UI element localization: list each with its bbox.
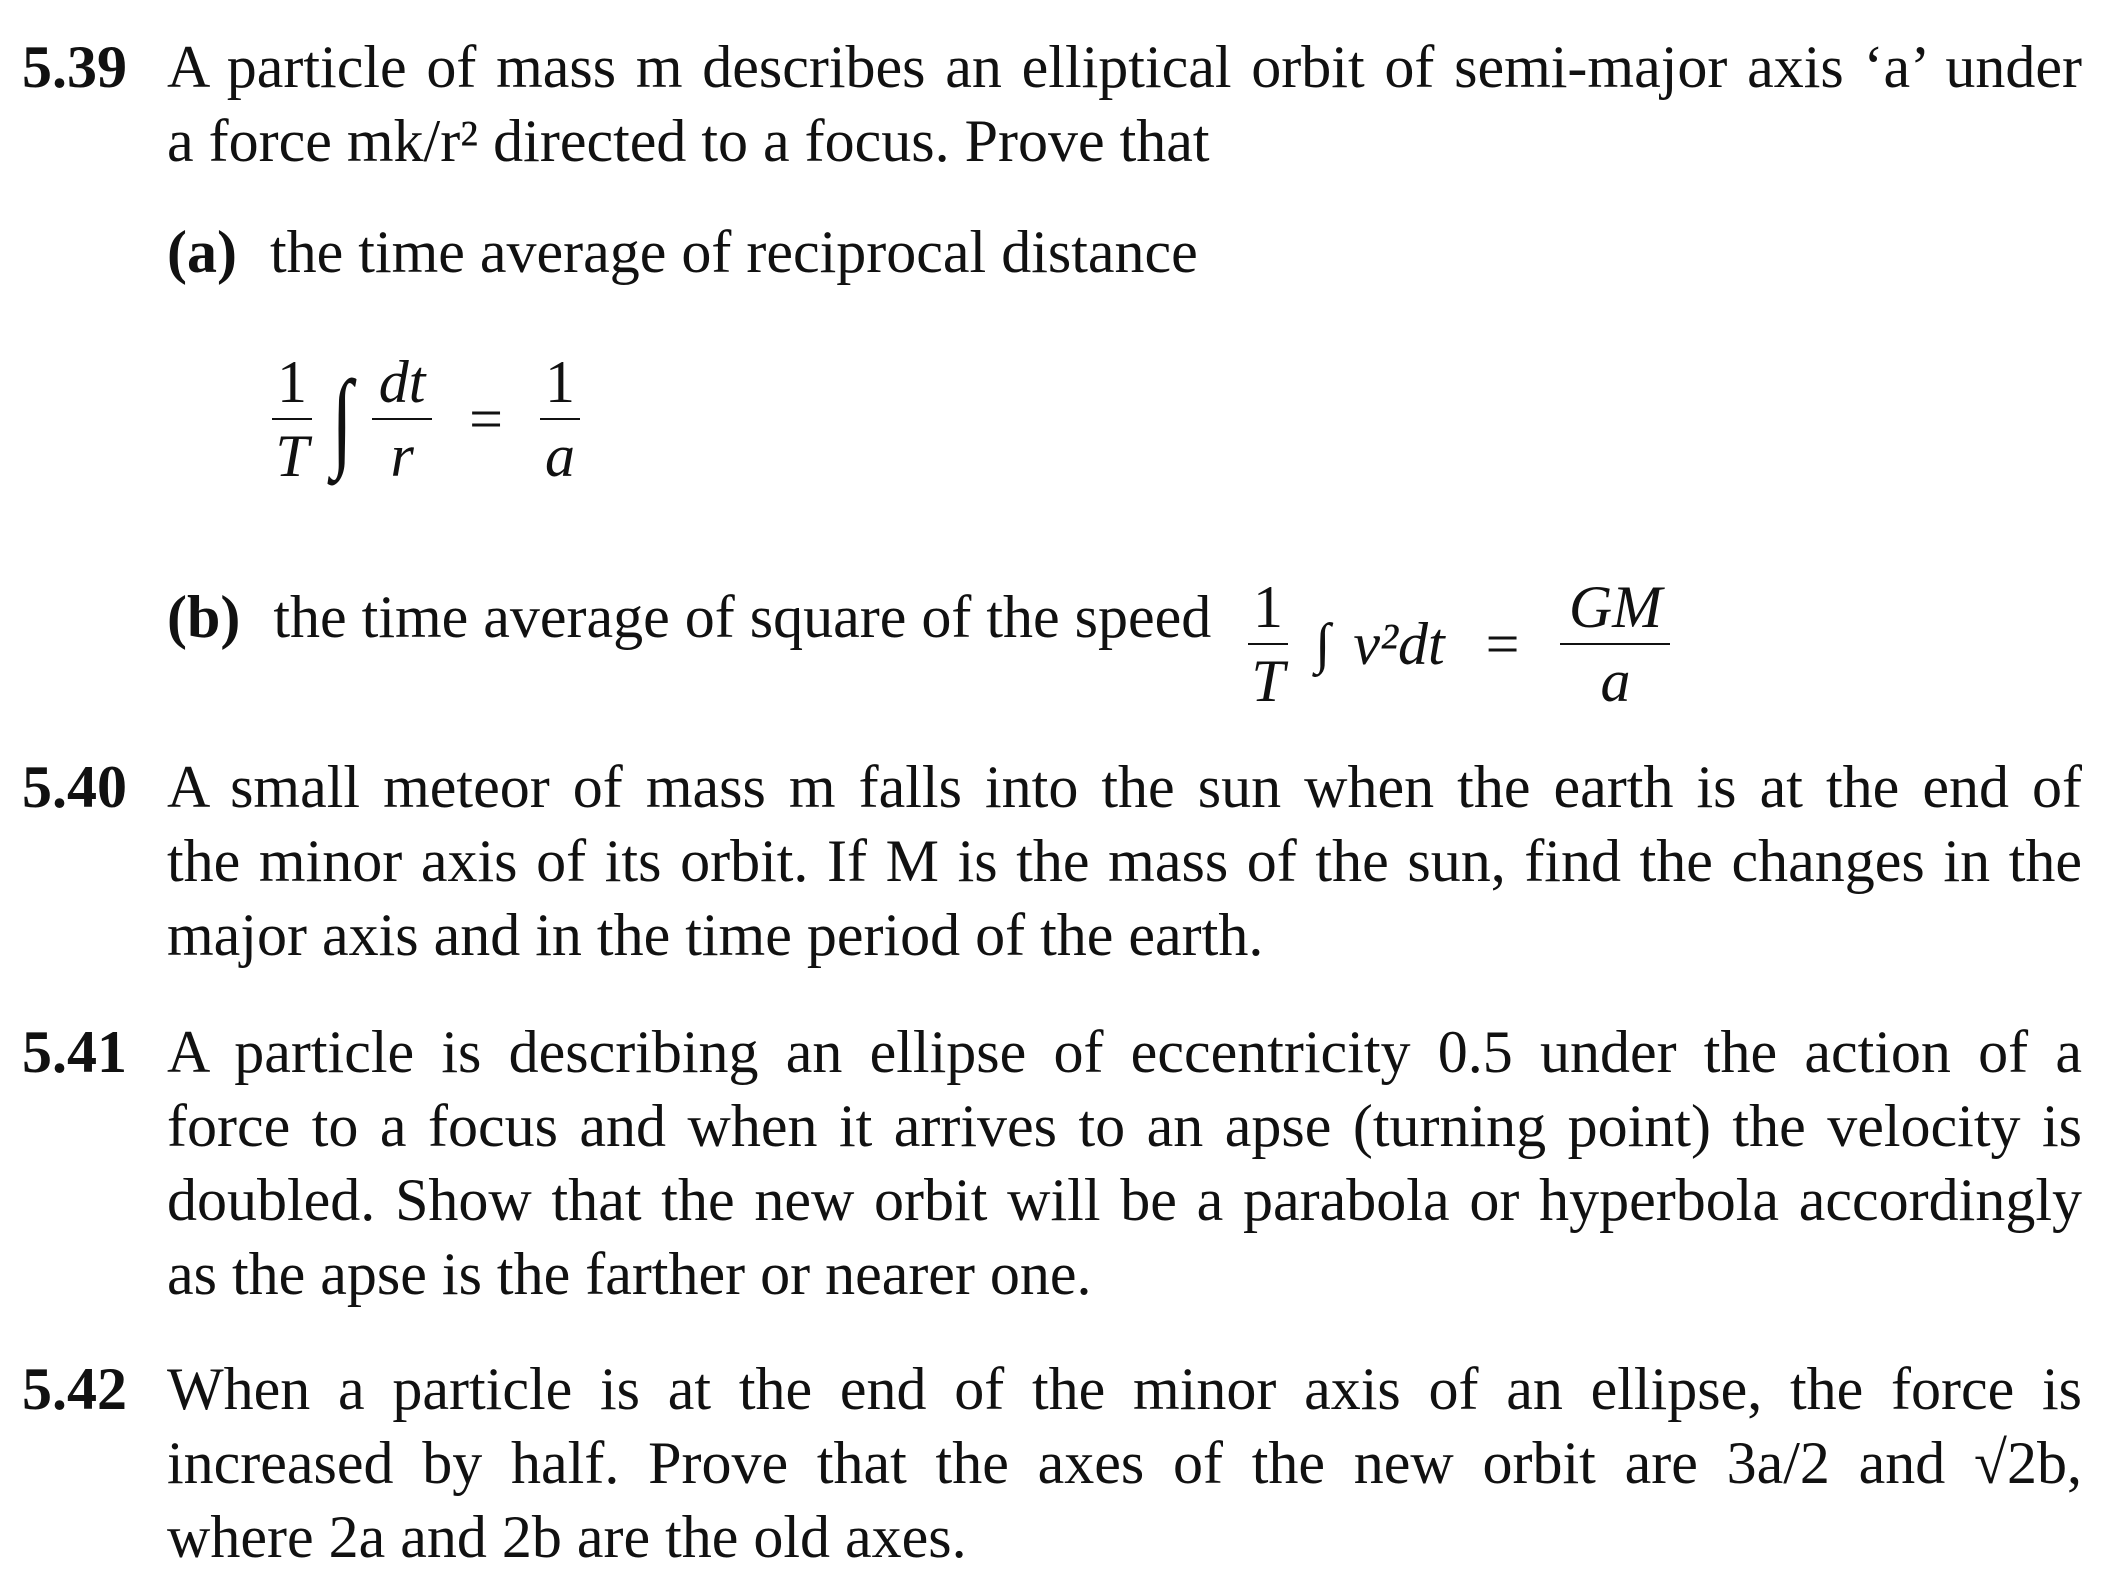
problem-line: A particle of mass m describes an elliptical orbit of semi-major axis ‘a’ under: [167, 34, 2082, 100]
problem-number: 5.42: [22, 1356, 127, 1422]
equation-a: [272, 350, 580, 488]
denominator: T: [275, 423, 309, 489]
numerator: 1: [1253, 574, 1283, 640]
problem-line: A small meteor of mass m falls into the sun when the earth is at the end of: [167, 754, 2082, 820]
denominator: T: [1251, 648, 1285, 714]
integral-sign: ∫: [1315, 613, 1331, 675]
integral-sign: ∫: [331, 358, 353, 480]
fraction-bar: [540, 418, 580, 420]
fraction-bar: [272, 418, 312, 420]
equals-sign: =: [469, 386, 503, 452]
problem-line: doubled. Show that the new orbit will be a parabola or hyperbola accordingly: [167, 1167, 2082, 1233]
problem-line: as the apse is the farther or nearer one.: [167, 1241, 1092, 1307]
problem-number: 5.40: [22, 754, 127, 820]
fraction-1-over-T: [1248, 575, 1288, 713]
numerator: 1: [277, 349, 307, 415]
equation-b: [1248, 575, 1670, 713]
problem-line: major axis and in the time period of the earth.: [167, 902, 1264, 968]
denominator: a: [1600, 648, 1631, 714]
part-text: the time average of square of the speed: [273, 584, 1212, 650]
integrand: v²dt: [1353, 611, 1445, 677]
fraction-bar: [372, 418, 432, 420]
numerator: GM: [1568, 574, 1663, 640]
part-b: [167, 580, 1211, 654]
problem-line: the minor axis of its orbit. If M is the mass of the sun, find the changes in the: [167, 828, 2082, 894]
part-a: [167, 215, 1198, 289]
denominator: r: [390, 423, 414, 489]
problem-line: increased by half. Prove that the axes of the new orbit are 3a/2 and √2b,: [167, 1430, 2082, 1496]
numerator: 1: [544, 349, 575, 415]
problem-text: [167, 1352, 2082, 1574]
problem-line: When a particle is at the end of the minor axis of an ellipse, the force is: [167, 1356, 2082, 1422]
problem-number: 5.41: [22, 1019, 127, 1085]
part-label: (b): [167, 584, 241, 650]
problem-line: where 2a and 2b are the old axes.: [167, 1504, 967, 1570]
fraction-bar: [1248, 643, 1288, 645]
denominator: a: [544, 423, 575, 489]
problem-number: 5.39: [22, 34, 127, 100]
fraction-bar: [1560, 643, 1670, 645]
fraction-1-over-T: [272, 350, 312, 488]
problem-line: a force mk/r² directed to a focus. Prove that: [167, 108, 1210, 174]
part-label: (a): [167, 219, 237, 285]
fraction-dt-over-r: [372, 350, 432, 488]
numerator: dt: [378, 349, 426, 415]
part-text: the time average of reciprocal distance: [269, 219, 1198, 285]
fraction-1-over-a: [540, 350, 580, 488]
fraction-GM-over-a: [1560, 575, 1670, 713]
equals-sign: =: [1485, 611, 1520, 677]
problem-line: A particle is describing an ellipse of eccentricity 0.5 under the action of a: [167, 1019, 2082, 1085]
problem-text: [167, 30, 2082, 178]
problem-text: [167, 750, 2082, 972]
problem-text: [167, 1015, 2082, 1311]
problem-line: force to a focus and when it arrives to an apse (turning point) the velocity is: [167, 1093, 2082, 1159]
